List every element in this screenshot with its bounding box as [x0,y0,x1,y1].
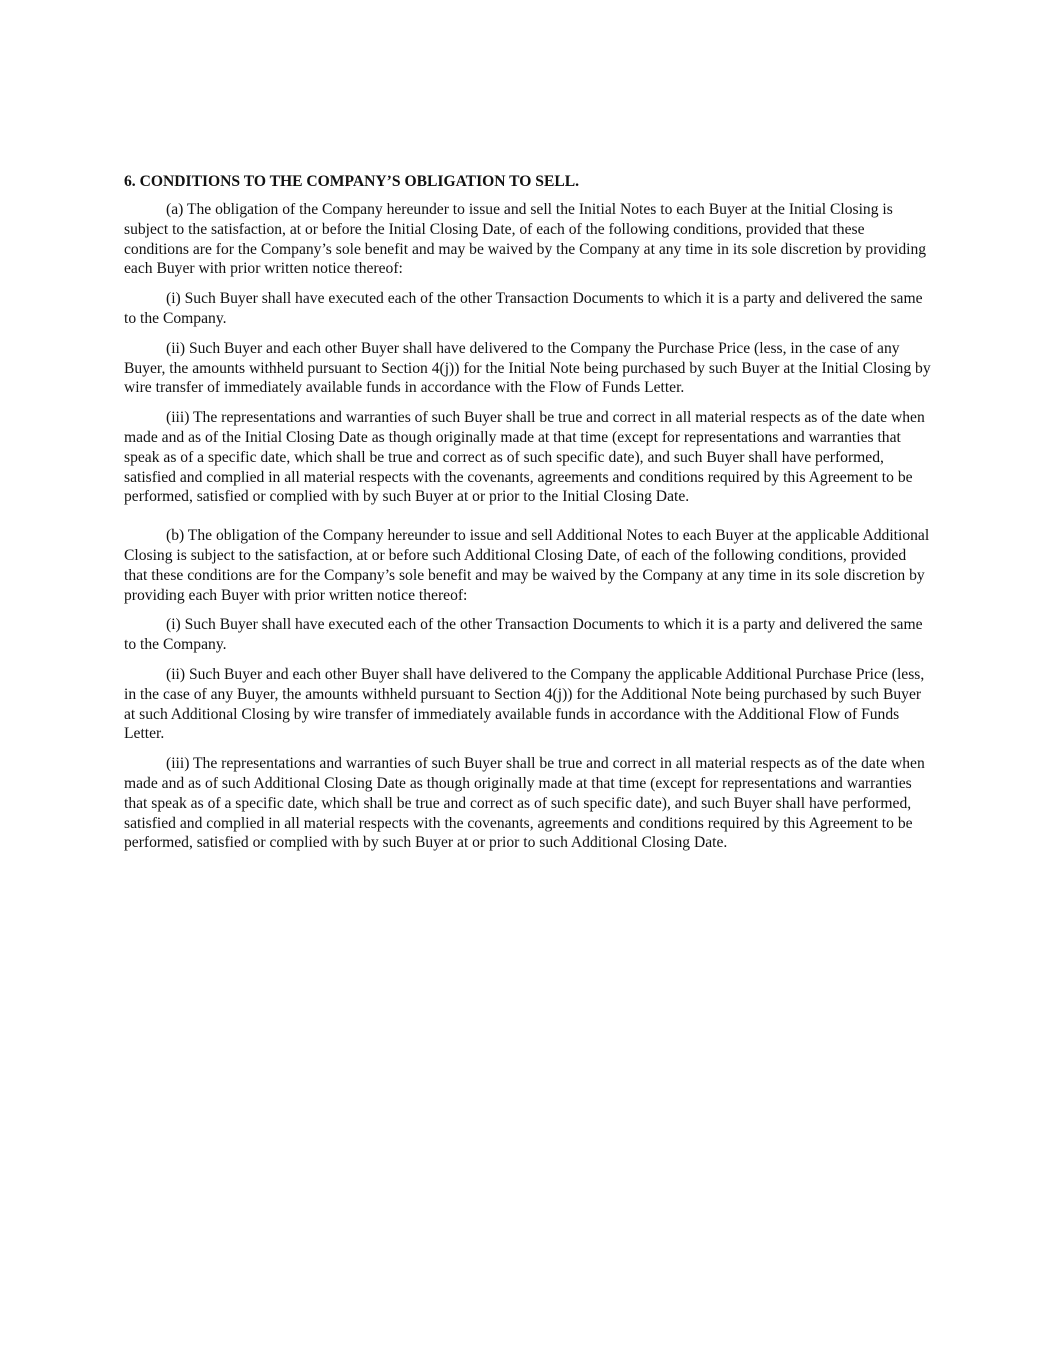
paragraph-b-i: (i) Such Buyer shall have executed each of the other Transaction Documents to which it is a party and delivered the same to the Company. [124,616,923,654]
paragraph-a: (a) The obligation of the Company hereunder to issue and sell the Initial Notes to each Buyer at the Initial Closing is subject to the satisfaction, at or before the Initial Closing Date, of each of the following conditions, provided that these conditions are for the Company’s sole benefit and may be waived by the Company at any time in its sole discretion by providing each Buyer with prior written notice thereof: [124,201,927,278]
paragraph-b: (b) The obligation of the Company hereunder to issue and sell Additional Notes to each Buyer at the applicable Additional Closing is subject to the satisfaction, at or before such Additional Closing Date, of each of the following conditions, provided that these conditions are for the Company’s sole benefit and may be waived by the Company at any time in its sole discretion by providing each Buyer with prior written notice thereof: [124,527,930,604]
document-page [124,172,932,863]
paragraph-b-iii: (iii) The representations and warranties of such Buyer shall be true and correct in all material respects as of the date when made and as of such Additional Closing Date as though originally made at that time (except for representations and warranties that speak as of a specific date, which shall be true and correct as of such specific date), and such Buyer shall have performed, satisfied and complied in all material respects with the covenants, agreements and conditions required by this Agreement to be performed, satisfied or complied with by such Buyer at or prior to such Additional Closing Date. [124,755,925,852]
section-heading: 6. CONDITIONS TO THE COMPANY’S OBLIGATION TO SELL. [124,173,580,190]
paragraph-a-i: (i) Such Buyer shall have executed each of the other Transaction Documents to which it is a party and delivered the same to the Company. [124,290,923,327]
paragraph-a-ii: (ii) Such Buyer and each other Buyer shall have delivered to the Company the Purchase Price (less, in the case of any Buyer, the amounts withheld pursuant to Section 4(j)) for the Initial Note being purchased by such Buyer at the Initial Closing by wire transfer of immediately available funds in accordance with the Flow of Funds Letter. [124,339,931,397]
paragraph-b-ii: (ii) Such Buyer and each other Buyer shall have delivered to the Company the applicable Additional Purchase Price (less, in the case of any Buyer, the amounts withheld pursuant to Section 4(j)) for the Additional Note being purchased by such Buyer at such Additional Closing by wire transfer of immediately available funds in accordance with the Additional Flow of Funds Letter. [124,665,925,743]
paragraph-a-iii: (iii) The representations and warranties of such Buyer shall be true and correct in all material respects as of the date when made and as of the Initial Closing Date as though originally made at that time (except for representations and warranties that speak as of a specific date, which shall be true and correct as of such specific date), and such Buyer shall have performed, satisfied and complied in all material respects with the covenants, agreements and conditions required by this Agreement to be performed, satisfied or complied with by such Buyer at or prior to the Initial Closing Date. [124,409,925,506]
